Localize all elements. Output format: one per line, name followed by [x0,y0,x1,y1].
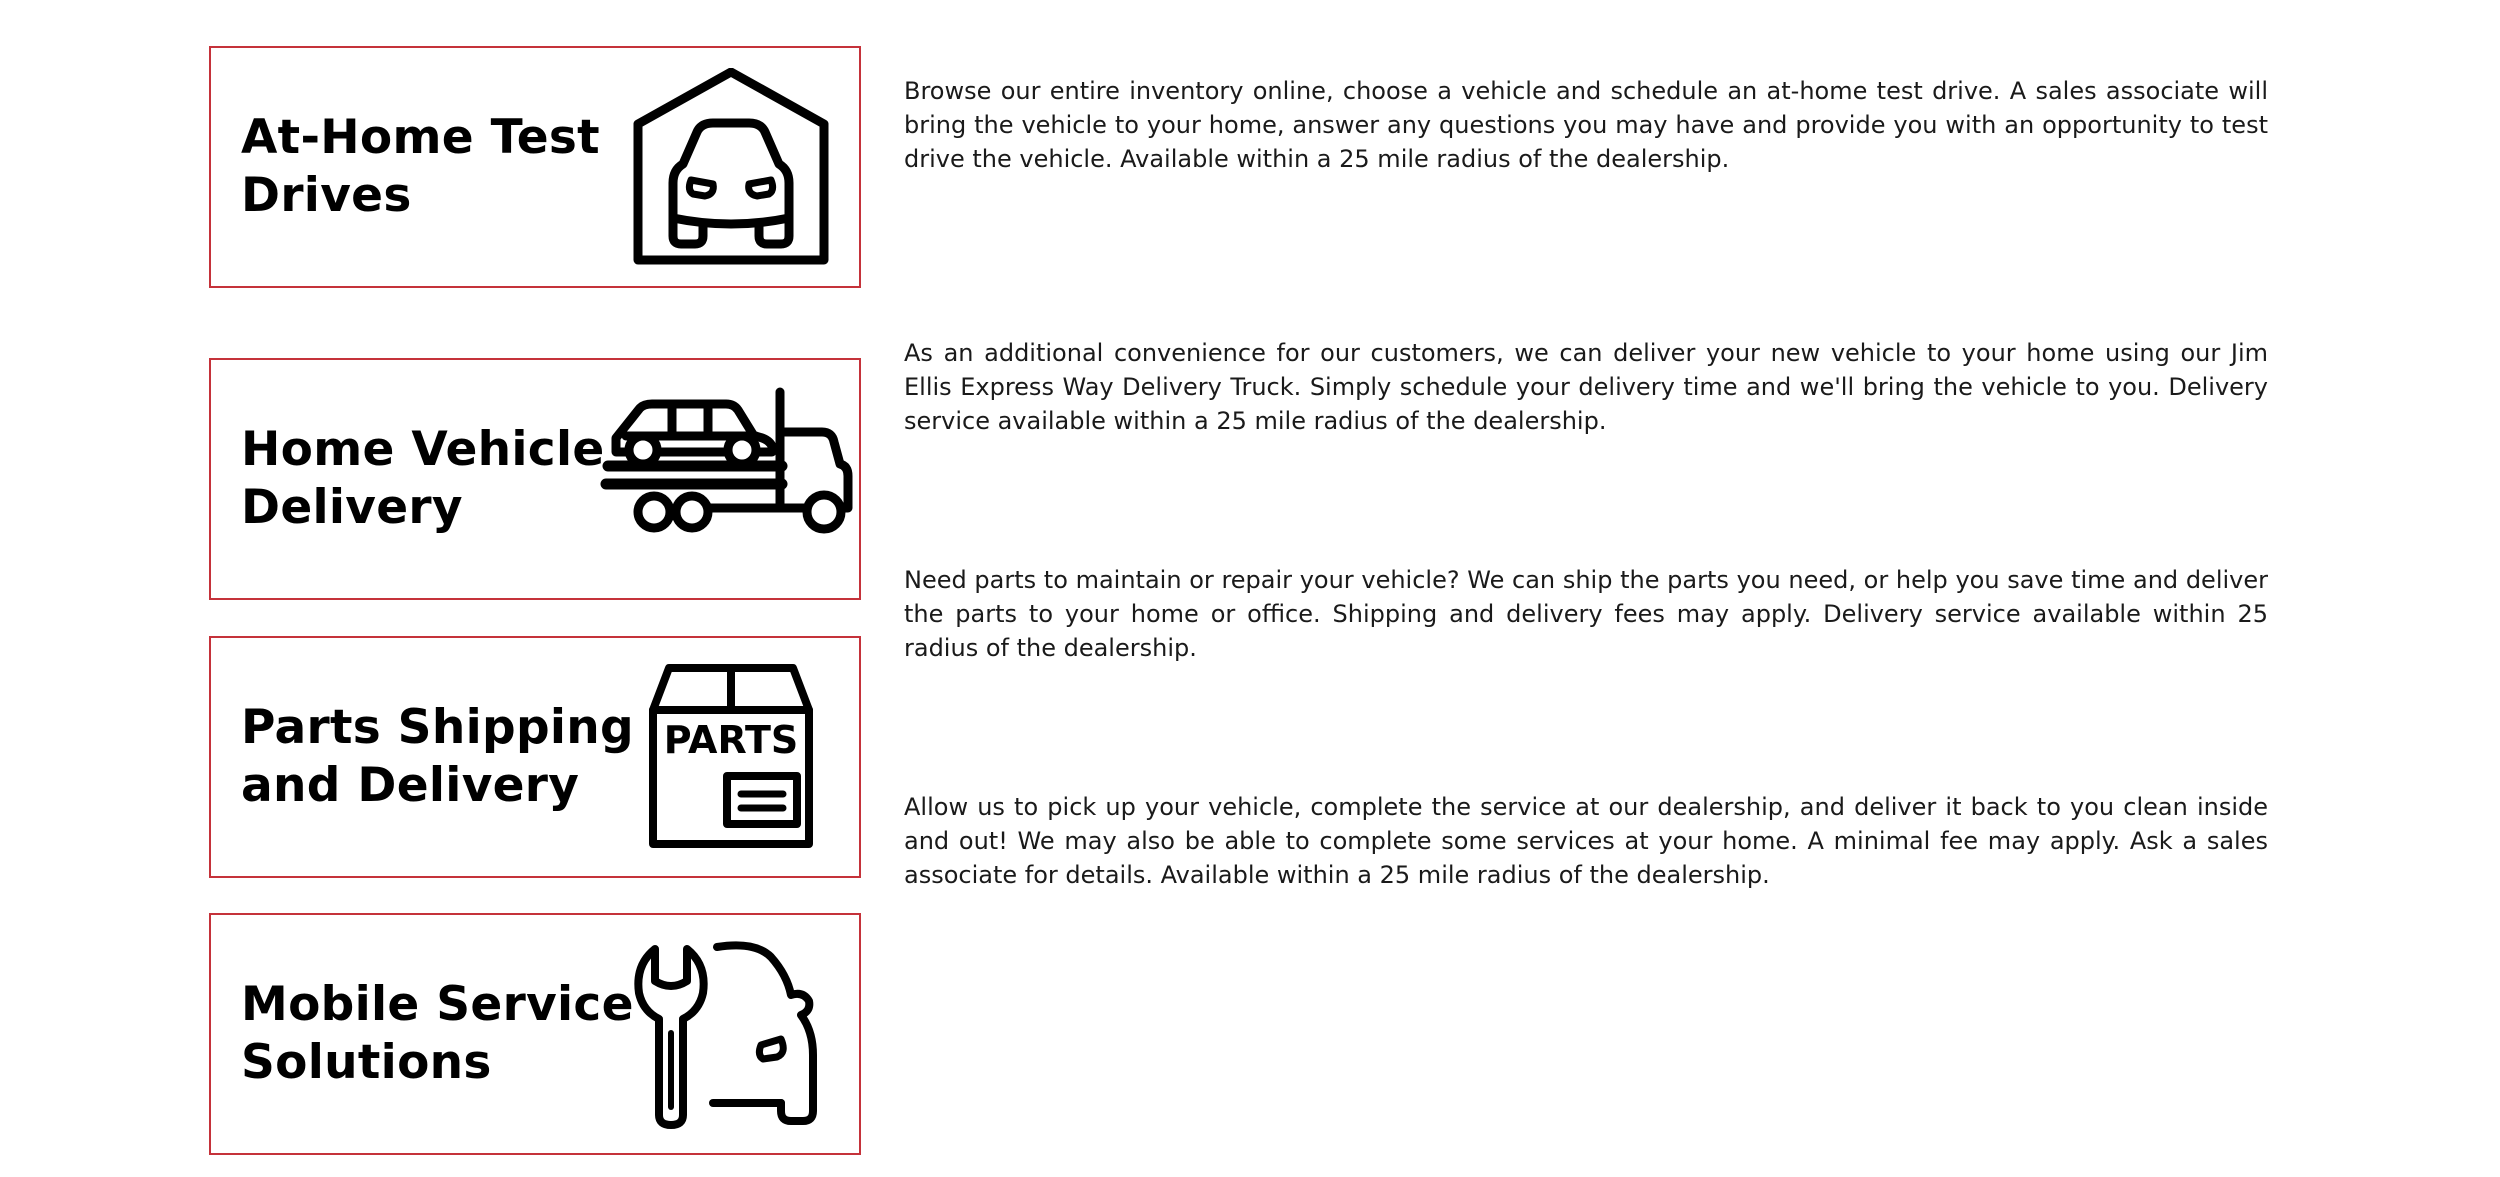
wrench-car-icon [631,935,851,1135]
service-title: At-Home Test Drives [241,110,600,223]
service-title: Mobile Service Solutions [241,977,634,1090]
service-description: As an additional convenience for our customers, we can deliver your new vehicle to your home using our Jim Ellis Express Way Delivery Truck. Simply schedule your delivery time and we'll bring the vehicle to you. Delivery service available within a 25 mile radius of the dealership. [904,339,2268,435]
service-description: Need parts to maintain or repair your vehicle? We can ship the parts you need, or help you save time and deliver the parts to your home or office. Shipping and delivery fees may apply. Delivery service available within 25 radius of the dealership. [904,566,2268,662]
service-description: Browse our entire inventory online, choose a vehicle and schedule an at-home test drive. A sales associate will bring the vehicle to your home, answer any questions you may have and provide you with an opportunity to test drive the vehicle. Available within a 25 mile radius of the dealership. [904,77,2268,173]
parts-label: PARTS [663,718,799,762]
service-card-parts-shipping[interactable] [209,636,861,878]
service-title: Parts Shipping and Delivery [241,700,635,813]
service-description: Allow us to pick up your vehicle, complete the service at our dealership, and deliver it back to you clean inside and out! We may also be able to complete some services at your home. A minimal fee may apply. Ask a sales associate for details. Available within a 25 mile radius of the dealership. [904,793,2268,889]
service-title: Home Vehicle Delivery [241,422,605,535]
service-card-at-home-test-drives[interactable] [209,46,861,288]
tow-truck-icon [596,380,856,580]
parts-box-icon [631,658,831,858]
garage-car-icon [621,68,861,268]
service-card-mobile-service[interactable] [209,913,861,1155]
service-card-home-vehicle-delivery[interactable] [209,358,861,600]
